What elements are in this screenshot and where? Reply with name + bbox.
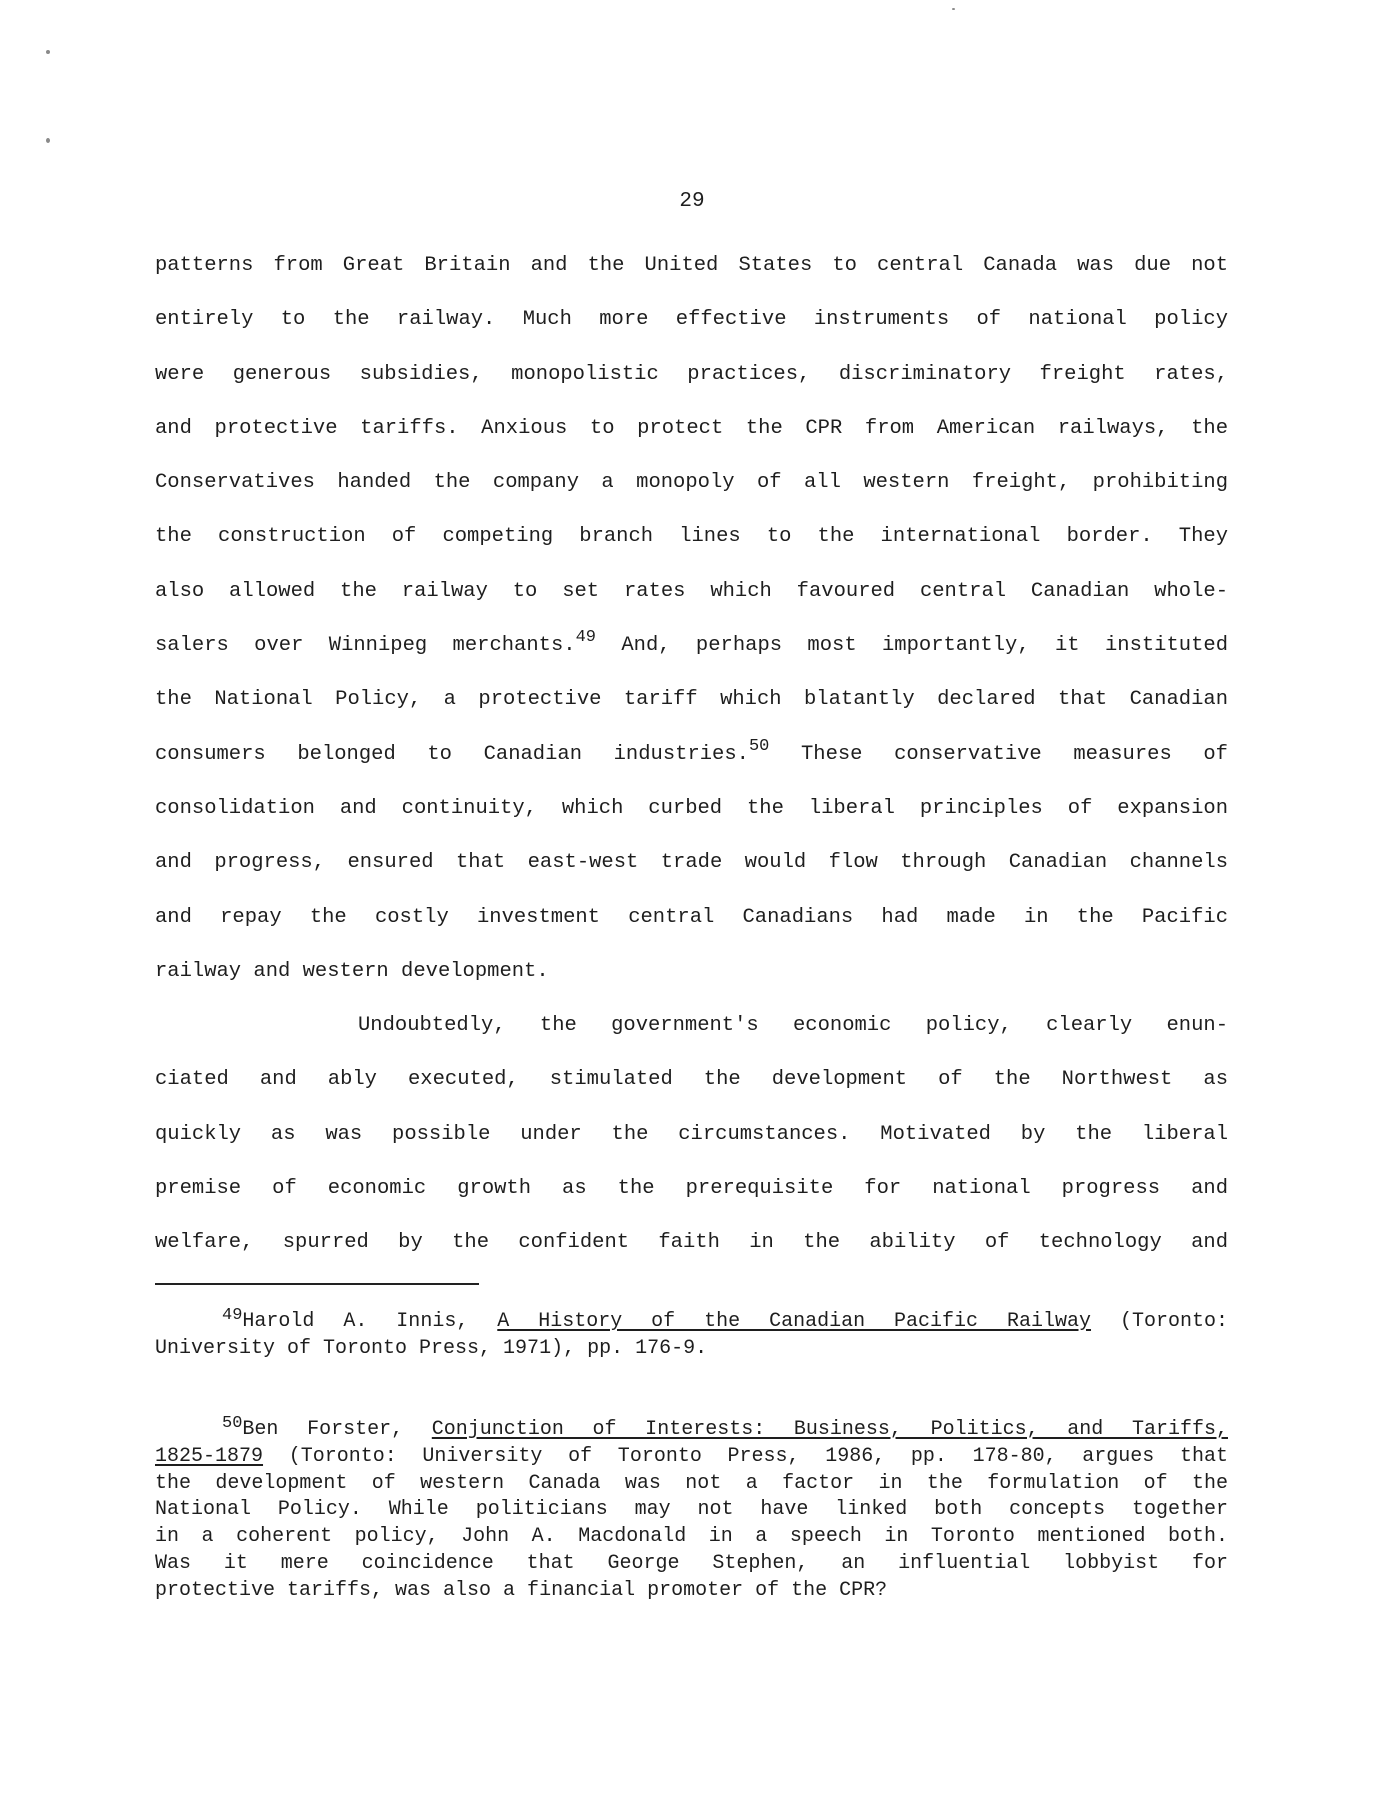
text-line: the National Policy, a protective tariff which blatantly declared that Canadian (155, 688, 1228, 712)
text-line: welfare, spurred by the confident faith in the ability of technology and (155, 1231, 1228, 1255)
footnote-line (155, 1306, 1228, 1336)
text-fragment: These conservative measures of (769, 742, 1228, 766)
footnote-line: protective tariffs, was also a financial promoter of the CPR? (155, 1578, 888, 1602)
footnote-title: Conjunction of Interests: Business, Politics, and Tariffs, (431, 1418, 1228, 1441)
body-text (155, 239, 1228, 1271)
text-fragment: And, perhaps most importantly, it instituted (595, 634, 1228, 658)
text-line: were generous subsidies, monopolistic practices, discriminatory freight rates, (155, 362, 1228, 386)
text-fragment: consumers belonged to Canadian industries. (155, 742, 749, 766)
footnote-line: in a coherent policy, John A. Macdonald in a speech in Toronto mentioned both. (155, 1525, 1228, 1549)
footnote-ref-50: 50 (748, 736, 770, 756)
text-line: also allowed the railway to set rates which favoured central Canadian whole- (155, 579, 1228, 603)
page-number: 29 (679, 190, 705, 213)
text-line: ciated and ably executed, stimulated the development of the Northwest as (155, 1068, 1228, 1092)
text-line: consolidation and continuity, which curbed the liberal principles of expansion (155, 796, 1228, 820)
footnote-author: Ben Forster, (242, 1418, 432, 1441)
footnote-divider (155, 1283, 479, 1285)
text-line: and progress, ensured that east-west trade would flow through Canadian channels (155, 851, 1228, 875)
footnote-line: the development of western Canada was not a factor in the formulation of the (155, 1471, 1228, 1495)
text-line: entirely to the railway. Much more effective instruments of national policy (155, 308, 1228, 332)
footnote-line: Was it mere coincidence that George Stephen, an influential lobbyist for (155, 1551, 1228, 1575)
footnote-title: A History of the Canadian Pacific Railway (497, 1310, 1092, 1333)
text-line: and repay the costly investment central Canadians had made in the Pacific (155, 905, 1228, 929)
text-line (155, 619, 1228, 673)
text-line: railway and western development. (155, 959, 549, 983)
footnote-text: (Toronto: (1091, 1310, 1228, 1333)
text-line: patterns from Great Britain and the United States to central Canada was due not (155, 254, 1228, 277)
footnote-line (155, 1444, 1228, 1471)
footnote-number: 49 (222, 1306, 243, 1325)
scan-speck (952, 8, 955, 10)
text-line: Conservatives handed the company a monopoly of all western freight, prohibiting (155, 471, 1228, 495)
footnote-line (155, 1414, 1228, 1444)
scan-speck (46, 138, 50, 143)
scan-speck (46, 50, 50, 54)
text-line: the construction of competing branch lines to the international border. They (155, 525, 1228, 549)
text-fragment: salers over Winnipeg merchants. (155, 634, 576, 658)
footnote-line: National Policy. While politicians may not have linked both concepts together (155, 1498, 1228, 1522)
text-line: quickly as was possible under the circumstances. Motivated by the liberal (155, 1122, 1228, 1146)
footnote-50 (155, 1414, 1228, 1605)
footnote-title: 1825-1879 (155, 1444, 264, 1468)
text-line: Undoubtedly, the government's economic policy, clearly enun- (358, 1014, 1228, 1038)
footnote-ref-49: 49 (575, 628, 596, 648)
footnote-49 (155, 1306, 1228, 1363)
footnote-author: Harold A. Innis, (242, 1310, 498, 1333)
footnote-number: 50 (222, 1414, 243, 1433)
text-line: premise of economic growth as the prerequisite for national progress and (155, 1177, 1228, 1201)
footnote-text: (Toronto: University of Toronto Press, 1986, pp. 178-80, argues that (263, 1444, 1228, 1468)
footnote-line: University of Toronto Press, 1971), pp. 176-9. (155, 1336, 708, 1360)
text-line (155, 728, 1228, 782)
text-line: and protective tariffs. Anxious to protect the CPR from American railways, the (155, 416, 1228, 440)
